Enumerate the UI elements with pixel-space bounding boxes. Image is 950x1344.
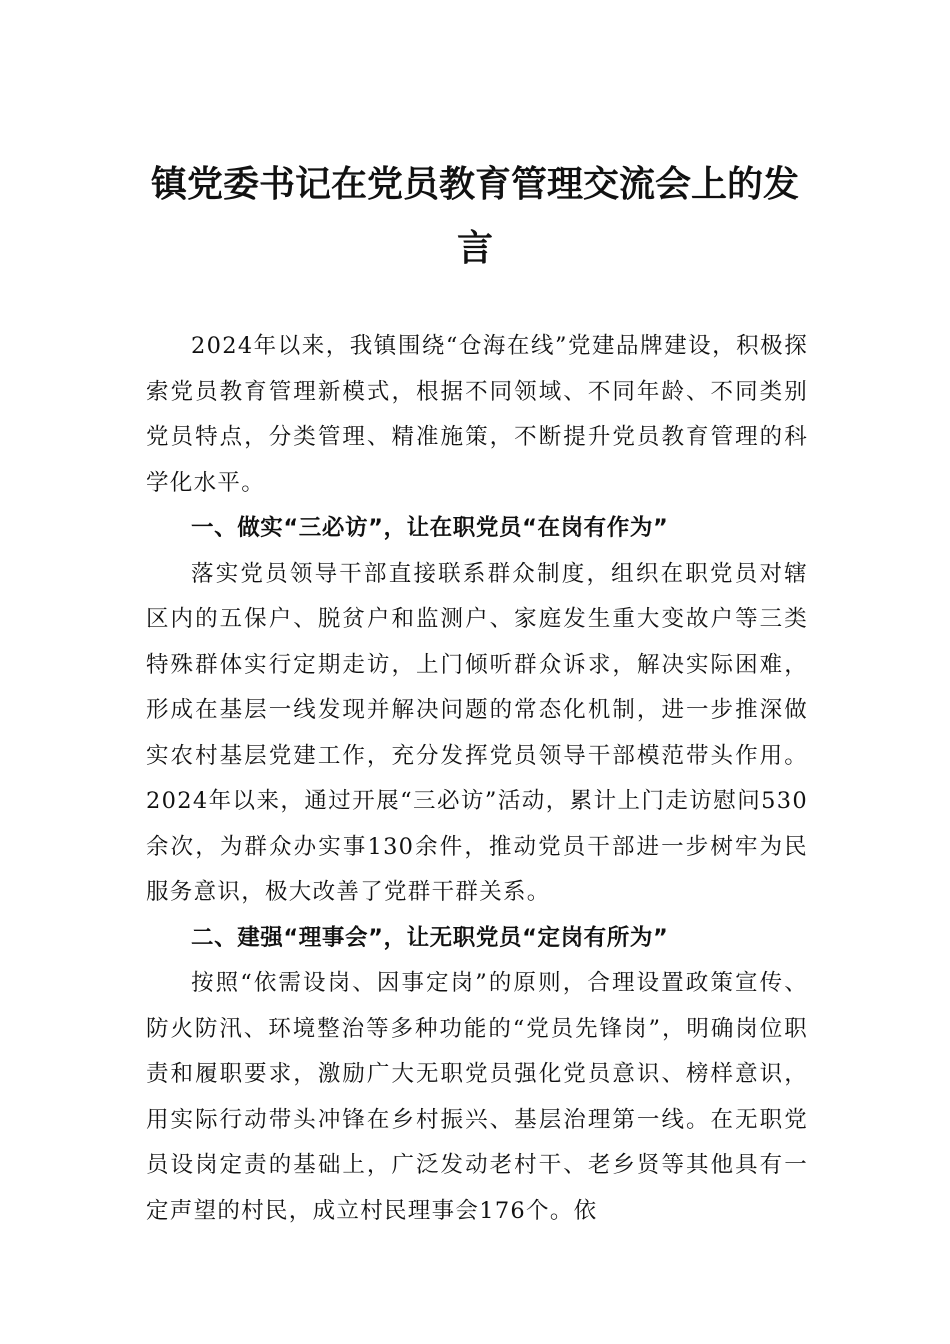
document-body: [146, 324, 808, 1234]
section-2-paragraph: 按照“依需设岗、因事定岗”的原则，合理设置政策宣传、防火防汛、环境整治等多种功能的“党员先锋岗”，明确岗位职责和履职要求，激励广大无职党员强化党员意识、榜样意识，用实际行动带头冲锋在乡村振兴、基层治理第一线。在无职党员设岗定责的基础上，广泛发动老村干、老乡贤等其他具有一定声望的村民，成立村民理事会176个。依: [146, 970, 808, 1224]
section-1-heading: 一、做实“三必访”，让在职党员“在岗有作为”: [191, 515, 669, 541]
document-title: 镇党委书记在党员教育管理交流会上的发言: [150, 163, 799, 269]
section-2-heading: 二、建强“理事会”，让无职党员“定岗有所为”: [191, 924, 669, 951]
section-1-paragraph: 落实党员领导干部直接联系群众制度，组织在职党员对辖区内的五保户、脱贫户和监测户、家庭发生重大变故户等三类特殊群体实行定期走访，上门倾听群众诉求，解决实际困难，形成在基层一线发现并解决问题的常态化机制，进一步推深做实农村基层党建工作，充分发挥党员领导干部模范带头作用。2024年以来，通过开展“三必访”活动，累计上门走访慰问530余次，为群众办实事130余件，推动党员干部进一步树牢为民服务意识，极大改善了党群干群关系。: [146, 560, 808, 905]
intro-paragraph: 2024年以来，我镇围绕“仓海在线”党建品牌建设，积极探索党员教育管理新模式，根据不同领域、不同年龄、不同类别党员特点，分类管理、精准施策，不断提升党员教育管理的科学化水平。: [146, 333, 808, 496]
